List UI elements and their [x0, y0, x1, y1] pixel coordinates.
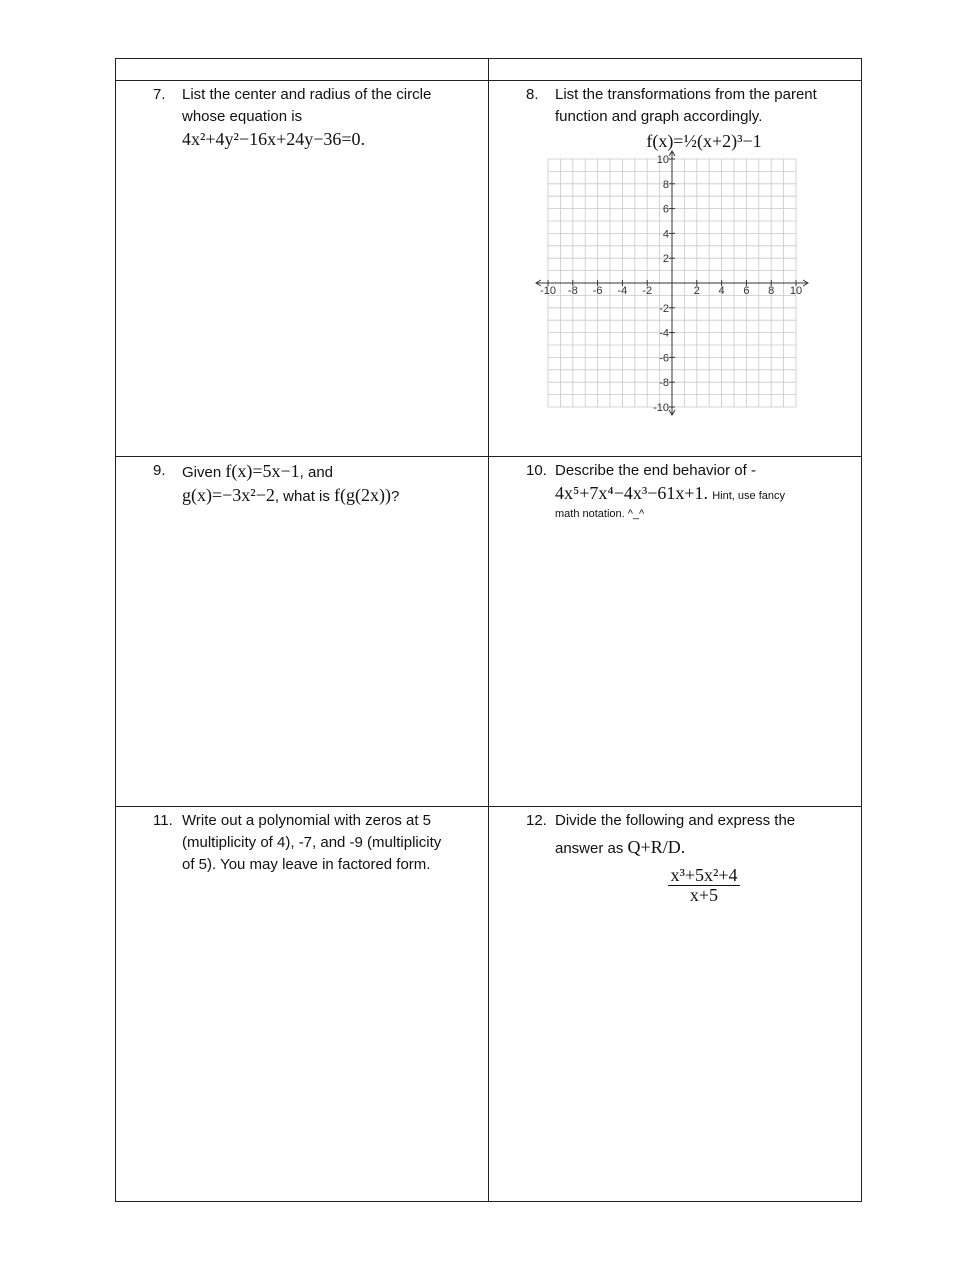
question-12	[489, 807, 861, 905]
question-10-line2	[555, 482, 853, 507]
x-axis-tick-label: 2	[693, 285, 700, 297]
question-7-text-line2: whose equation is	[182, 108, 303, 125]
question-10-hint-line1: Hint, use fancy	[712, 490, 785, 502]
question-10-number: 10.	[526, 462, 547, 479]
question-7-equation: 4x²+4y²−16x+24y−36=0.	[182, 129, 366, 149]
question-9-line2	[182, 484, 480, 508]
question-8-text-line1: List the transformations from the parent	[555, 86, 817, 103]
header-cell-right	[489, 59, 862, 81]
question-7-cell	[116, 81, 489, 457]
x-axis-tick-label: -8	[567, 285, 578, 297]
question-9-target: f(g(2x))	[334, 485, 392, 505]
question-12-line2	[555, 836, 853, 860]
question-9-given-label: Given	[182, 464, 222, 481]
question-8	[489, 81, 861, 414]
question-9-what-is-label: , what is	[274, 488, 330, 505]
question-10	[489, 457, 861, 521]
y-axis-tick-label: -4	[659, 327, 669, 340]
question-9-g-definition: g(x)=−3x²−2	[182, 485, 275, 505]
question-10-hint-line2: math notation. ^_^	[555, 508, 645, 520]
y-axis-tick-label: -8	[659, 377, 669, 390]
question-11-text-line1: Write out a polynomial with zeros at 5	[182, 812, 432, 829]
y-axis-tick-label: 6	[662, 203, 669, 216]
question-12-number: 12.	[526, 812, 547, 829]
question-row-1	[116, 81, 862, 457]
question-row-2	[116, 457, 862, 807]
coordinate-grid-svg	[527, 154, 817, 414]
question-12-dividend: x³+5x²+4	[670, 865, 738, 885]
x-axis-tick-label: 6	[743, 285, 750, 297]
question-12-answer-as-label: answer as	[555, 840, 624, 857]
y-axis-tick-label: 2	[662, 253, 669, 266]
x-axis-tick-label: -2	[642, 285, 653, 297]
question-12-form: Q+R/D.	[627, 837, 686, 857]
question-12-cell	[489, 807, 862, 1202]
x-axis-tick-label: -4	[617, 285, 628, 297]
question-row-3	[116, 807, 862, 1202]
question-12-fraction	[668, 866, 739, 905]
y-axis-tick-label: 4	[662, 228, 669, 241]
x-axis-tick-label: -6	[592, 285, 603, 297]
question-12-division	[555, 866, 853, 905]
question-7-text-line1: List the center and radius of the circle	[182, 86, 432, 103]
question-8-cell	[489, 81, 862, 457]
question-11	[116, 807, 488, 876]
y-axis-tick-label: 8	[662, 178, 669, 191]
question-9-and-label: , and	[299, 464, 334, 481]
question-11-text-line3: of 5). You may leave in factored form.	[182, 856, 431, 873]
x-axis-tick-label: 8	[768, 285, 775, 297]
question-9-line1	[182, 460, 480, 484]
question-10-cell	[489, 457, 862, 807]
question-8-equation: f(x)=½(x+2)³−1	[646, 131, 762, 151]
question-7	[116, 81, 488, 150]
question-11-text-line2: (multiplicity of 4), -7, and -9 (multiplicity	[182, 834, 442, 851]
question-9	[116, 457, 488, 508]
question-10-equation: 4x⁵+7x⁴−4x³−61x+1.	[555, 483, 709, 503]
question-9-cell	[116, 457, 489, 807]
y-axis-tick-label: -6	[659, 352, 669, 365]
x-axis-tick-label: 4	[718, 285, 725, 297]
header-cell-left	[116, 59, 489, 81]
question-7-number: 7.	[153, 86, 166, 103]
coordinate-grid	[527, 154, 853, 414]
x-axis-tick-label: 10	[789, 285, 803, 297]
y-axis-tick-label: -10	[653, 402, 669, 414]
question-12-text-line1: Divide the following and express the	[555, 812, 796, 829]
x-axis-tick-label: -10	[540, 285, 556, 297]
question-12-divisor: x+5	[689, 885, 719, 905]
question-9-f-definition: f(x)=5x−1	[225, 461, 300, 481]
question-11-cell	[116, 807, 489, 1202]
question-9-number: 9.	[153, 462, 166, 479]
question-8-number: 8.	[526, 86, 539, 103]
question-11-number: 11.	[153, 812, 173, 829]
question-grid	[115, 58, 862, 1202]
worksheet-page	[115, 58, 862, 1201]
header-row	[116, 59, 862, 81]
question-8-text-line2: function and graph accordingly.	[555, 108, 763, 125]
question-9-question-mark: ?	[391, 488, 400, 505]
y-axis-tick-label: -2	[659, 302, 669, 315]
y-axis-tick-label: 10	[656, 154, 669, 166]
question-10-text-line1: Describe the end behavior of -	[555, 462, 756, 479]
